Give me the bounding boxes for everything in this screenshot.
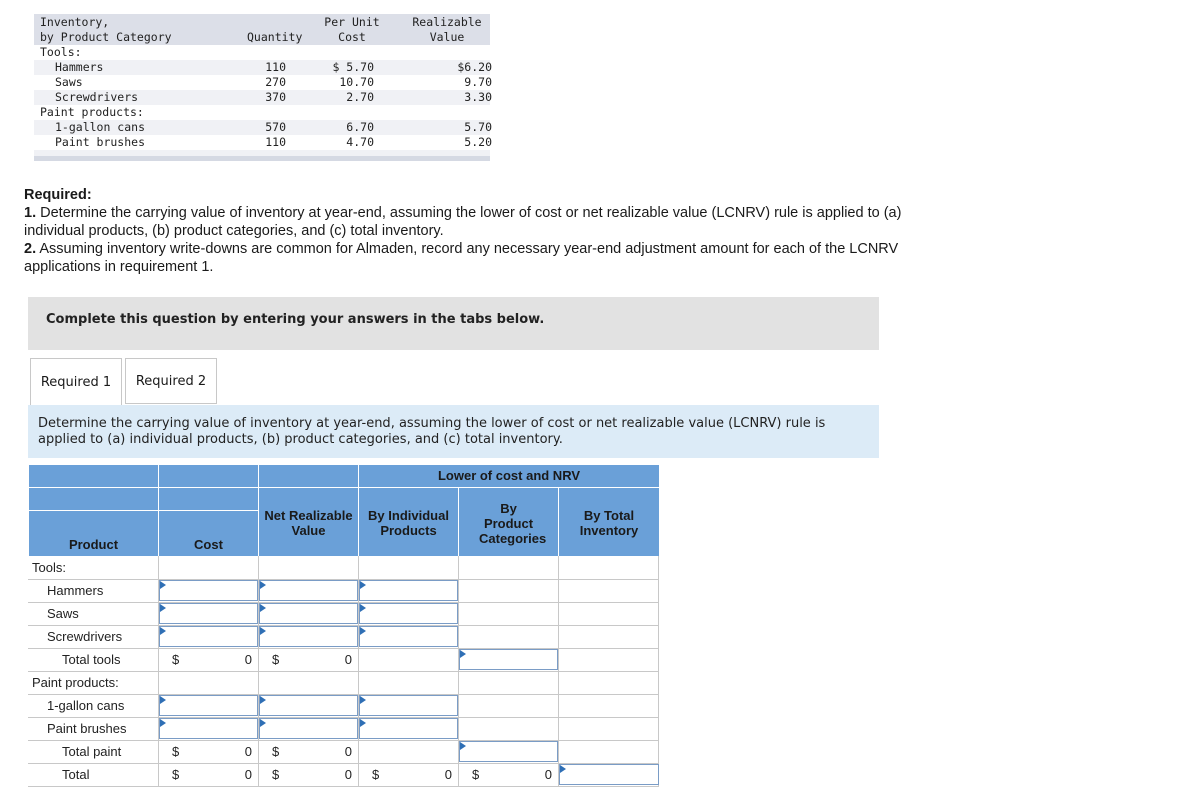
required-heading: Required: <box>24 187 92 203</box>
total-inventory-input[interactable] <box>559 764 659 785</box>
inv-header-per-unit-1: Per Unit <box>324 15 380 29</box>
inv-bottom-rule <box>34 156 490 161</box>
required-item2-text: Assuming inventory write-downs are common for Almaden, record any necessary year-end adjustment amount for each of the LCNRV applications in requirement 1. <box>24 241 899 275</box>
tab-instruction <box>28 405 879 458</box>
header-blank <box>158 487 258 510</box>
inv-row-nrv: $6.20 <box>457 60 492 74</box>
inv-row-nrv: 5.20 <box>464 135 492 149</box>
header-individual-label: By Individual Products <box>368 508 449 538</box>
row-label-cans: 1-gallon cans <box>47 698 125 713</box>
inv-row-cost: 10.70 <box>339 75 374 89</box>
hammers-individual-input[interactable] <box>359 580 458 601</box>
table-row <box>28 648 659 672</box>
inv-row-qty: 110 <box>265 135 286 149</box>
total-paint-cost-value: 0 <box>244 744 252 759</box>
header-category <box>458 487 558 556</box>
header-total <box>558 487 659 556</box>
inv-row-qty: 370 <box>265 90 286 104</box>
table-row <box>28 625 659 649</box>
tab-required-1[interactable]: Required 1 <box>30 358 122 406</box>
row-label-hammers: Hammers <box>47 583 104 598</box>
header-cost-label: Cost <box>194 537 223 552</box>
total-nrv-value: 0 <box>344 767 352 782</box>
complete-banner <box>28 297 879 350</box>
header-cost <box>158 510 258 556</box>
table-row <box>28 602 659 626</box>
inv-row-nrv: 9.70 <box>464 75 492 89</box>
header-product <box>28 510 158 556</box>
total-tools-nrv-dollar: $ <box>272 652 280 667</box>
screwdrivers-nrv-input[interactable] <box>259 626 358 647</box>
total-paint-nrv-value: 0 <box>344 744 352 759</box>
table-row <box>28 717 659 741</box>
saws-individual-input[interactable] <box>359 603 458 624</box>
row-label-tools: Tools: <box>32 560 66 575</box>
total-paint-nrv-dollar: $ <box>272 744 280 759</box>
hammers-nrv-input[interactable] <box>259 580 358 601</box>
row-label-saws: Saws <box>47 606 79 621</box>
total-category-value: 0 <box>544 767 552 782</box>
inv-row-name: Screwdrivers <box>55 90 139 104</box>
screwdrivers-cost-input[interactable] <box>159 626 258 647</box>
saws-nrv-input[interactable] <box>259 603 358 624</box>
table-row <box>28 694 659 718</box>
hammers-cost-input[interactable] <box>159 580 258 601</box>
header-total-label: By Total Inventory <box>579 508 639 538</box>
table-row <box>28 763 659 787</box>
header-category-label: By Product Categories <box>479 501 547 546</box>
header-nrv <box>258 487 358 556</box>
inv-row-cost: 6.70 <box>346 120 374 134</box>
total-tools-cost-value: 0 <box>244 652 252 667</box>
required-item2-number: 2. <box>24 241 37 257</box>
header-blank <box>28 487 158 510</box>
required-item1-text: Determine the carrying value of inventory at year-end, assuming the lower of cost or net realizable value (LCNRV) rule is applied to (a) individual products, (b) product categories, and (c) total inventory. <box>24 205 902 239</box>
answer-grid <box>28 464 659 786</box>
inv-header-quantity: Quantity <box>247 30 303 44</box>
table-row <box>28 556 659 580</box>
inv-header-title-2: by Product Category <box>40 30 172 44</box>
inv-row-cost: 2.70 <box>346 90 374 104</box>
tab-instruction-text: Determine the carrying value of inventory at year-end, assuming the lower of cost or net realizable value (LCNRV) rule is applied to (a) individual products, (b) product categories, and (c) total inventory. <box>38 416 826 447</box>
inv-row-name: Saws <box>55 75 83 89</box>
header-individual <box>358 487 458 556</box>
inv-row-name: 1-gallon cans <box>55 120 146 134</box>
inv-header-realizable-2: Value <box>429 30 465 44</box>
header-blank <box>158 464 258 487</box>
header-blank <box>28 464 158 487</box>
total-nrv-dollar: $ <box>272 767 280 782</box>
total-cost-value: 0 <box>244 767 252 782</box>
saws-cost-input[interactable] <box>159 603 258 624</box>
required-instructions <box>24 186 964 276</box>
header-nrv-label: Net Realizable Value <box>264 508 353 538</box>
inv-header-realizable-1: Realizable <box>412 15 482 29</box>
total-individual-dollar: $ <box>372 767 380 782</box>
brushes-cost-input[interactable] <box>159 718 258 739</box>
total-category-dollar: $ <box>472 767 480 782</box>
total-tools-cost-dollar: $ <box>172 652 180 667</box>
complete-banner-text: Complete this question by entering your answers in the tabs below. <box>46 312 545 327</box>
table-row <box>28 740 659 764</box>
inventory-data-table <box>34 14 490 162</box>
inv-row-qty: 110 <box>265 60 286 74</box>
total-tools-category-input[interactable] <box>459 649 558 670</box>
total-paint-category-input[interactable] <box>459 741 558 762</box>
header-lower-of-cost: Lower of cost and NRV <box>358 464 659 487</box>
inv-row-cost: $ 5.70 <box>332 60 374 74</box>
total-paint-cost-dollar: $ <box>172 744 180 759</box>
cans-cost-input[interactable] <box>159 695 258 716</box>
tab-required-2[interactable]: Required 2 <box>125 358 217 404</box>
total-individual-value: 0 <box>444 767 452 782</box>
inv-header-title-1: Inventory, <box>40 15 110 29</box>
row-label-total-tools: Total tools <box>62 652 121 667</box>
header-blank <box>258 464 358 487</box>
inv-row-qty: 270 <box>265 75 286 89</box>
row-label-screwdrivers: Screwdrivers <box>47 629 123 644</box>
screwdrivers-individual-input[interactable] <box>359 626 458 647</box>
cans-nrv-input[interactable] <box>259 695 358 716</box>
row-label-total-paint: Total paint <box>62 744 122 759</box>
inv-header-per-unit-2: Cost <box>338 30 366 44</box>
brushes-nrv-input[interactable] <box>259 718 358 739</box>
inv-row-cost: 4.70 <box>346 135 374 149</box>
total-cost-dollar: $ <box>172 767 180 782</box>
inv-row-name: Paint brushes <box>55 135 146 149</box>
inv-paint-label: Paint products: <box>40 105 144 119</box>
cans-individual-input[interactable] <box>359 695 458 716</box>
inv-row-name: Hammers <box>55 60 104 74</box>
row-label-paint: Paint products: <box>32 675 119 690</box>
header-product-label: Product <box>68 537 119 552</box>
required-item1-number: 1. <box>24 205 37 221</box>
inv-tools-label: Tools: <box>40 45 82 59</box>
table-row <box>28 579 659 603</box>
table-row <box>28 671 659 695</box>
brushes-individual-input[interactable] <box>359 718 458 739</box>
total-tools-nrv-value: 0 <box>344 652 352 667</box>
row-label-brushes: Paint brushes <box>47 721 127 736</box>
inv-row-nrv: 3.30 <box>464 90 492 104</box>
inv-row-nrv: 5.70 <box>464 120 492 134</box>
inv-row-qty: 570 <box>265 120 286 134</box>
row-label-total: Total <box>62 767 90 782</box>
